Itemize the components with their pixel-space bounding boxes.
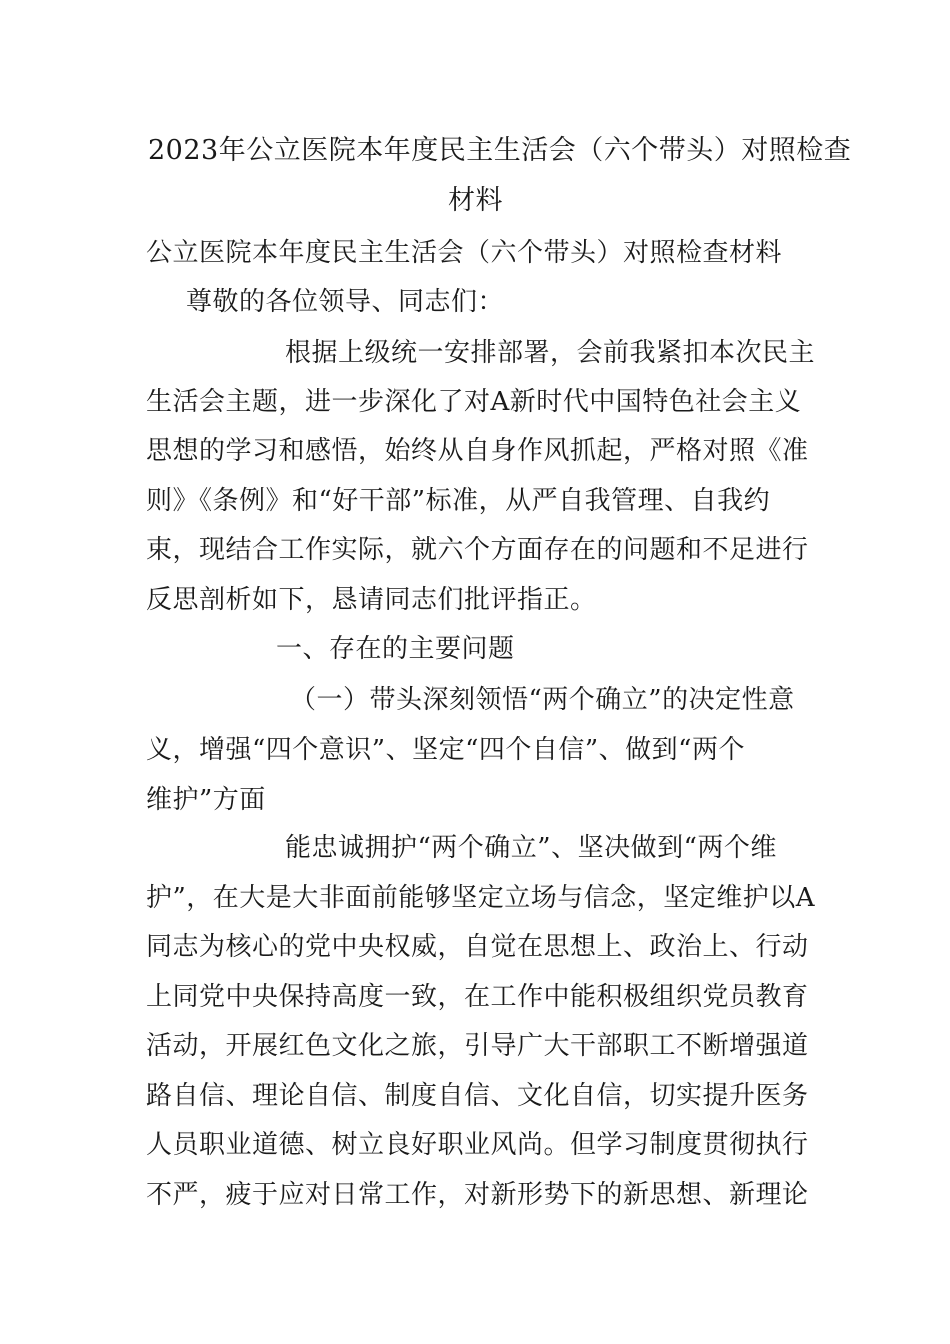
body-line: 活动，开展红色文化之旅，引导广大干部职工不断增强道	[146, 1031, 809, 1061]
intro-line: 思想的学习和感悟，始终从自身作风抓起，严格对照《准	[146, 436, 809, 466]
body-line: 护”，在大是大非面前能够坚定立场与信念，坚定维护以A	[146, 883, 816, 913]
intro-line: 束，现结合工作实际，就六个方面存在的问题和不足进行	[146, 535, 809, 565]
subsection-heading-line: （一）带头深刻领悟“两个确立”的决定性意	[290, 685, 795, 715]
document-title-line-1: 2023年公立医院本年度民主生活会（六个带头）对照检查	[148, 135, 852, 166]
intro-line: 反思剖析如下，恳请同志们批评指正。	[146, 585, 597, 615]
document-title-line-2: 材料	[448, 185, 503, 216]
body-line: 人员职业道德、树立良好职业风尚。但学习制度贯彻执行	[146, 1130, 809, 1160]
body-line: 能忠诚拥护“两个确立”、坚决做到“两个维	[285, 833, 777, 863]
intro-line: 则》《条例》和“好干部”标准，从严自我管理、自我约	[146, 486, 771, 516]
document-subtitle: 公立医院本年度民主生活会（六个带头）对照检查材料	[146, 238, 783, 268]
intro-line: 生活会主题，进一步深化了对A新时代中国特色社会主义	[146, 387, 802, 417]
body-line: 上同党中央保持高度一致，在工作中能积极组织党员教育	[146, 982, 809, 1012]
body-line: 路自信、理论自信、制度自信、文化自信，切实提升医务	[146, 1081, 809, 1111]
section-heading: 一、存在的主要问题	[276, 634, 515, 664]
salutation: 尊敬的各位领导、同志们：	[186, 287, 505, 317]
body-line: 不严，疲于应对日常工作，对新形势下的新思想、新理论	[146, 1180, 809, 1210]
body-line: 同志为核心的党中央权威，自觉在思想上、政治上、行动	[146, 932, 809, 962]
subsection-heading-line: 义，增强“四个意识”、坚定“四个自信”、做到“两个	[146, 735, 745, 765]
subsection-heading-line: 维护”方面	[146, 785, 266, 815]
intro-line: 根据上级统一安排部署，会前我紧扣本次民主	[285, 338, 816, 368]
